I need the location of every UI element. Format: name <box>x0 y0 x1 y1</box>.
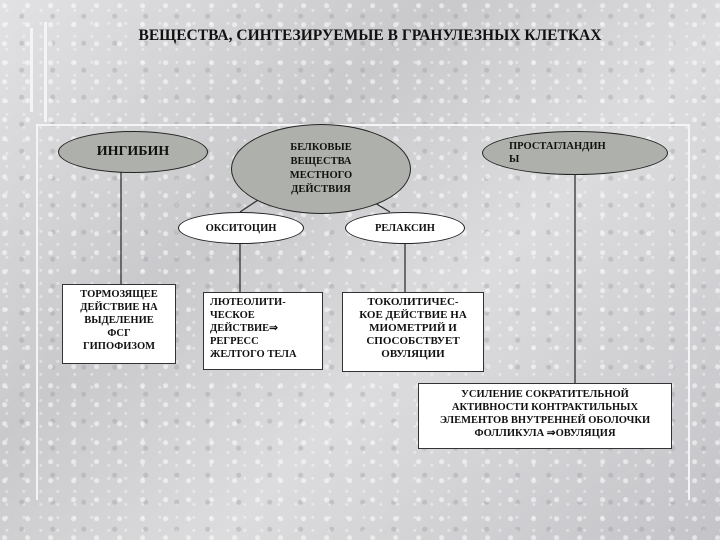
node-oxytocin-label: ОКСИТОЦИН <box>205 222 277 234</box>
node-proteins-label: БЕЛКОВЫЕ ВЕЩЕСТВА МЕСТНОГО ДЕЙСТВИЯ <box>289 142 353 195</box>
node-proteins <box>231 124 411 214</box>
node-relaxin <box>345 212 465 244</box>
node-inhibin <box>58 131 208 173</box>
box-relaxin-effect: ТОКОЛИТИЧЕС- КОЕ ДЕЙСТВИЕ НА МИОМЕТРИЙ И СПОСОБСТВУЕТ ОВУЛЯЦИИ <box>342 292 484 372</box>
node-prostaglandins-label: ПРОСТАГЛАНДИН Ы <box>509 141 606 165</box>
box-inhibin-effect: ТОРМОЗЯЩЕЕ ДЕЙСТВИЕ НА ВЫДЕЛЕНИЕ ФСГ ГИПОФИЗОМ <box>62 284 176 364</box>
connector-proteins-oxytocin <box>240 200 258 212</box>
node-oxytocin <box>178 212 304 244</box>
node-inhibin-label: ИНГИБИН <box>96 144 170 159</box>
node-prostaglandins <box>482 131 668 175</box>
box-oxytocin-effect: ЛЮТЕОЛИТИ- ЧЕСКОЕ ДЕЙСТВИЕ⇒ РЕГРЕСС ЖЕЛТОГО ТЕЛА <box>203 292 323 370</box>
slide-title: ВЕЩЕСТВА, СИНТЕЗИРУЕМЫЕ В ГРАНУЛЕЗНЫХ КЛЕТКАХ <box>138 27 602 44</box>
node-relaxin-label: РЕЛАКСИН <box>375 222 435 234</box>
box-prostaglandin-effect: УСИЛЕНИЕ СОКРАТИТЕЛЬНОЙ АКТИВНОСТИ КОНТРАКТИЛЬНЫХ ЭЛЕМЕНТОВ ВНУТРЕННЕЙ ОБОЛОЧКИ ФОЛЛИКУЛА ⇒ОВУЛЯЦИЯ <box>418 383 672 449</box>
